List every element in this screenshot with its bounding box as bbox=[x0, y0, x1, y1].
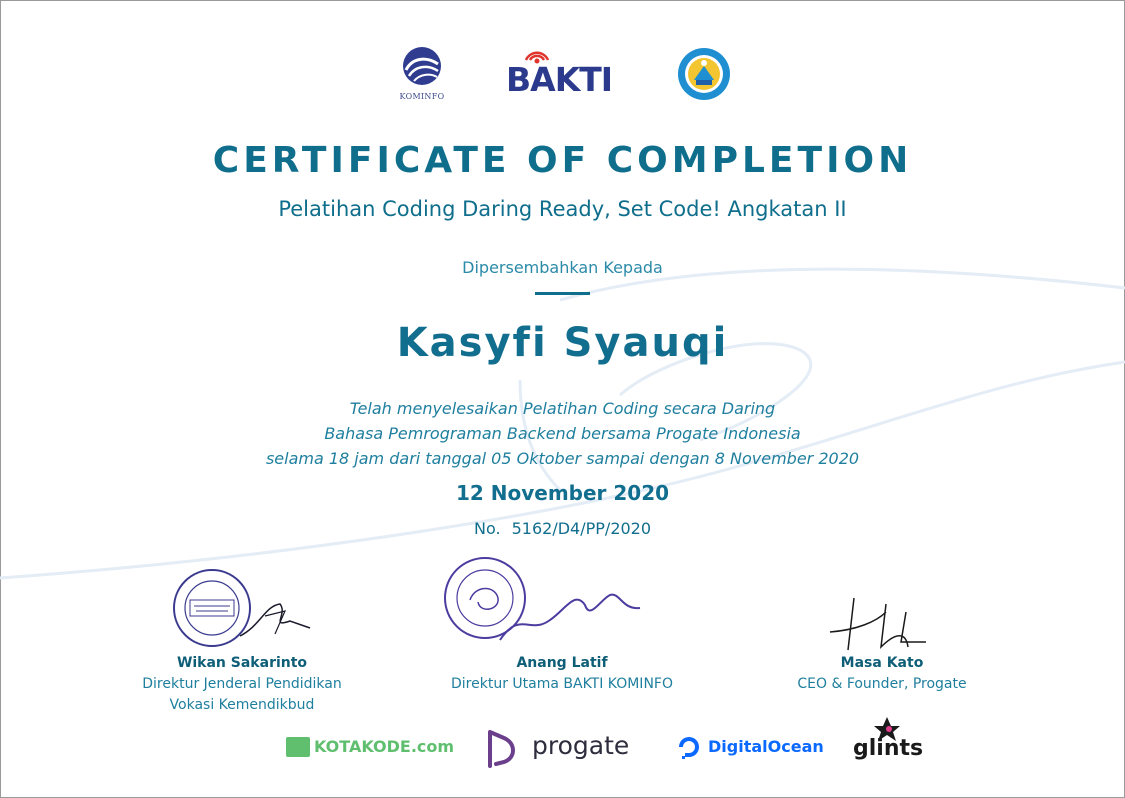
signatory-name: Masa Kato bbox=[840, 655, 924, 671]
certificate-subtitle: Pelatihan Coding Daring Ready, Set Code! Angkatan II bbox=[278, 197, 847, 221]
kemendikbud-stamp-signature bbox=[170, 566, 320, 656]
presented-to-label: Dipersembahkan Kepada bbox=[462, 258, 663, 277]
number-prefix: No. bbox=[473, 519, 501, 538]
recipient-name: Kasyfi Syauqi bbox=[396, 320, 729, 366]
signatory-role-line: Direktur Utama BAKTI KOMINFO bbox=[451, 676, 673, 692]
tut-wuri-emblem-icon bbox=[676, 46, 732, 102]
terminal-icon bbox=[286, 737, 310, 757]
certificate-title: CERTIFICATE OF COMPLETION bbox=[212, 140, 913, 181]
progate-ceo-signature bbox=[826, 592, 936, 656]
bakti-wordmark: BAKTI bbox=[506, 60, 613, 99]
description-line-1: Telah menyelesaikan Pelatihan Coding secara Daring bbox=[349, 399, 776, 418]
signatory-name: Wikan Sakarinto bbox=[176, 655, 308, 671]
number-suffix: /D4/PP/2020 bbox=[552, 519, 652, 538]
signatory-role-line: Direktur Jenderal Pendidikan bbox=[142, 676, 342, 692]
progate-mark-icon bbox=[484, 728, 524, 768]
certificate-number bbox=[0, 519, 1125, 538]
completion-description bbox=[0, 396, 1125, 471]
kominfo-emblem-icon bbox=[400, 44, 444, 88]
kominfo-logo bbox=[394, 44, 450, 104]
signatory-1 bbox=[112, 652, 372, 716]
signatory-name: Anang Latif bbox=[516, 655, 608, 671]
signatory-3 bbox=[752, 652, 1012, 695]
issue-date: 12 November 2020 bbox=[455, 481, 670, 505]
description-line-3: selama 18 jam dari tanggal 05 Oktober sampai dengan 8 November 2020 bbox=[265, 449, 860, 468]
signatory-role-line: CEO & Founder, Progate bbox=[797, 676, 967, 692]
number-value: 5162 bbox=[511, 519, 553, 538]
kominfo-stamp-signature bbox=[440, 550, 650, 660]
kominfo-caption: KOMINFO bbox=[399, 92, 445, 101]
signatory-2 bbox=[432, 652, 692, 695]
description-line-2: Bahasa Pemrograman Backend bersama Progate Indonesia bbox=[324, 424, 801, 443]
tut-wuri-handayani-logo bbox=[676, 46, 732, 102]
progate-wordmark: progate bbox=[532, 731, 630, 760]
divider-rule bbox=[535, 292, 590, 295]
digitalocean-wordmark: DigitalOcean bbox=[708, 737, 824, 756]
glints-wordmark: glints bbox=[853, 736, 924, 761]
signatory-role-line: Vokasi Kemendikbud bbox=[169, 697, 315, 713]
bakti-logo bbox=[506, 46, 618, 99]
kotakode-wordmark: KOTAKODE.com bbox=[314, 737, 455, 756]
digitalocean-drop-icon bbox=[676, 735, 702, 761]
